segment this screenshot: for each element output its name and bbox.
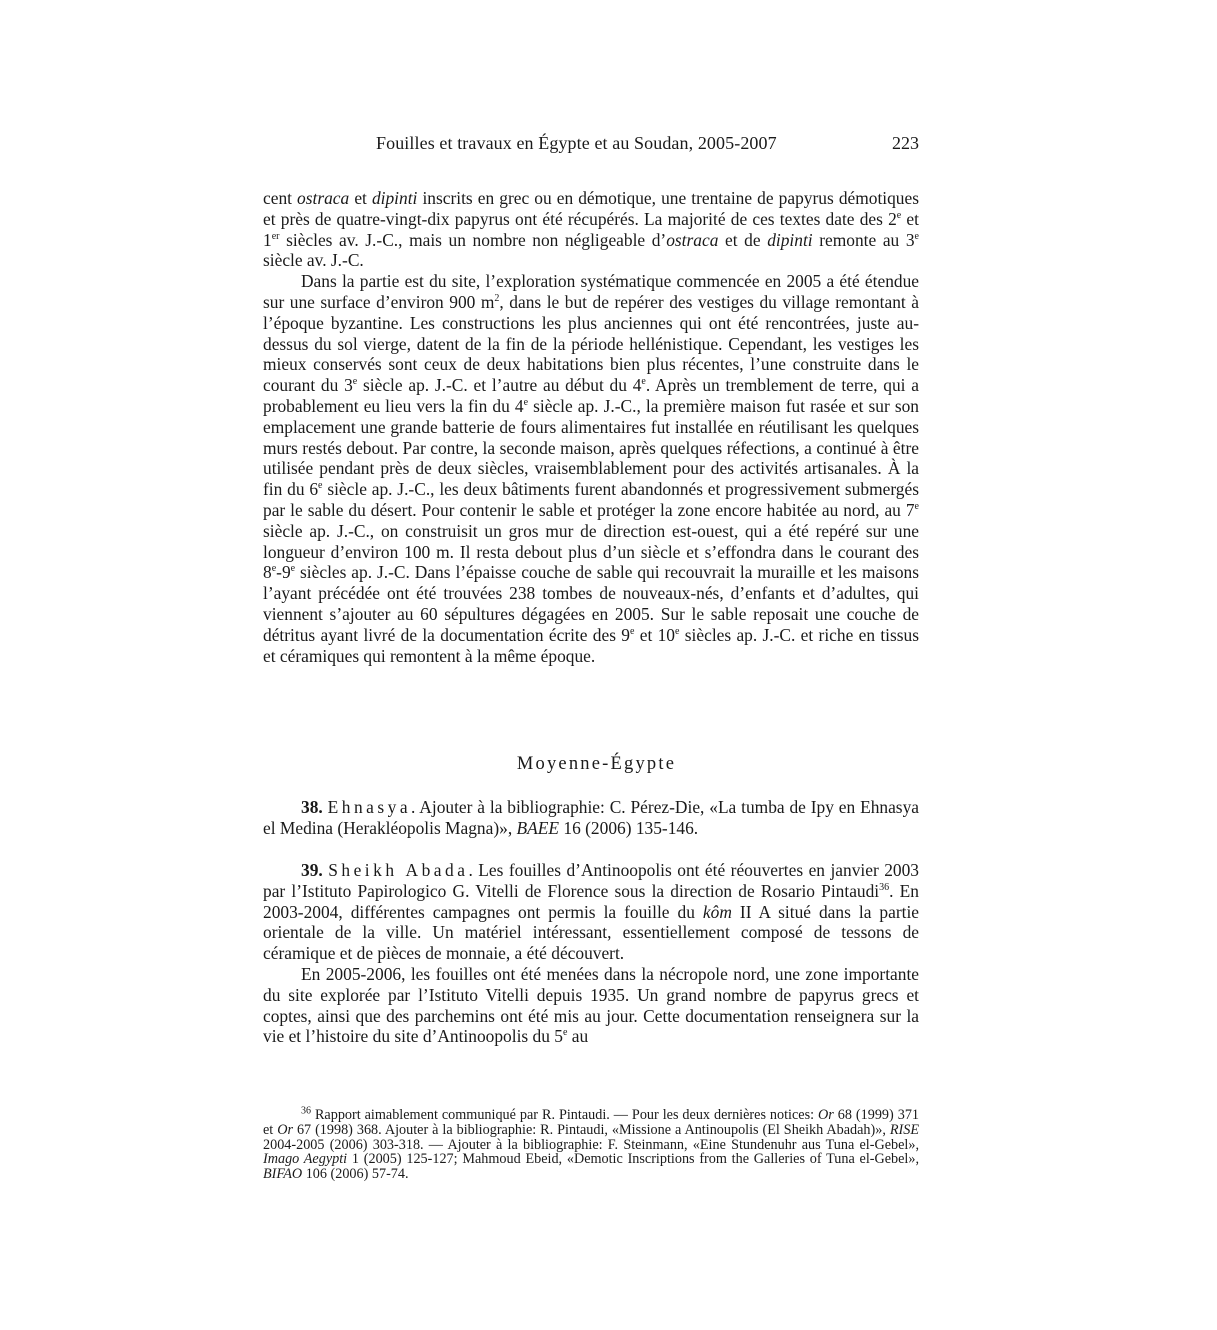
entry-39-paragraph: 39. Sheikh Abada. Les fouilles d’Antinoopolis ont été réouvertes en janvier 2003 par l’Istituto Papirologico G. Vitelli de Florence sous la direction de Rosario Pintaudi$^{36}$. En 2003-2004, différentes campagnes ont permis la fouille du kôm II A situé dans la partie orientale de la ville. Un matériel intéressant, essentiellement composé de tessons de céramique et de pièces de monnaie, a été découvert. [263, 860, 920, 964]
entry-38 [263, 797, 919, 839]
section-heading: Moyenne-Égypte [516, 754, 677, 774]
entry-39 [263, 860, 919, 1047]
footnote-paragraph: $^{36}$ Rapport aimablement communiqué par R. Pintaudi. — Pour les deux dernières notices: Or 68 (1999) 371 et Or 67 (1998) 368. Ajouter à la bibliographie: R. Pintaudi, «Missione a Antinoupolis (El Sheikh Abadah)», RISE 2004-2005 (2006) 303-318. — Ajouter à la bibliographie: F. Steinmann, «Eine Stundenuhr aus Tuna el-Gebel», Imago Aegypti 1 (2005) 125-127; Mahmoud Ebeid, «Demotic Inscriptions from the Galleries of Tuna el-Gebel», BIFAO 106 (2006) 57-74. [263, 1105, 920, 1183]
main-text-block [263, 188, 919, 666]
footnote-36 [263, 1105, 920, 1183]
running-title: Fouilles et travaux en Égypte et au Soudan, 2005-2007 [376, 133, 777, 153]
page-number: 223 [892, 133, 919, 153]
footnote-marker: 36 [879, 882, 890, 893]
entry-place: Ehnasya [327, 797, 412, 817]
footnote-number: 36 [301, 1105, 311, 1117]
entry-38-paragraph: 38. Ehnasya. Ajouter à la bibliographie: C. Pérez-Die, «La tumba de Ipy en Ehnasya el Medina (Herakléopolis Magna)», BAEE 16 (2006) 135-146. [263, 797, 919, 838]
paragraph-ostraca: cent ostraca et dipinti inscrits en grec ou en démotique, une trentaine de papyrus démotiques et près de quatre-vingt-dix papyrus ont été récupérés. La majorité de ces textes date des 2e et 1er siècles av. J.-C., mais un nombre non négligeable d’ostraca et de dipinti remonte au 3e siècle av. J.-C. [263, 188, 919, 271]
entry-number: 39. [301, 860, 323, 880]
paragraph-east-site: Dans la partie est du site, l’exploration systématique commencée en 2005 a été étendue sur une surface d’environ 900 $m^2$, dans le but de repérer des vestiges du village remontant à l’époque byzantine. Les constructions les plus anciennes qui ont été rencontrées, juste au-dessus du sol vierge, datent de la fin de la période hellénistique. Cependant, les vestiges les mieux conservés sont ceux de deux habitations bien plus récentes, l’une construite dans le courant du 3e siècle ap. J.-C. et l’autre au début du 4e. Après un tremblement de terre, qui a probablement eu lieu vers la fin du 4e siècle ap. J.-C., la première maison fut rasée et sur son emplacement une grande batterie de fours alimentaires fut installée en réutilisant les quelques murs restés debout. Par contre, la seconde maison, après quelques réfections, a continué à être utilisée pendant près de deux siècles, vraisemblablement pour des activités artisanales. À la fin du 6e siècle ap. J.-C., les deux bâtiments furent abandonnés et progressivement submergés par le sable du désert. Pour contenir le sable et protéger la zone encore habitée au nord, au 7e siècle ap. J.-C., on construisit un gros mur de direction est-ouest, qui a été repéré sur une longueur d’environ 100 m. Il resta debout plus d’un siècle et s’effondra dans le courant des 8e-9e siècles ap. J.-C. Dans l’épaisse couche de sable qui recouvrait la muraille et les maisons l’ayant précédée ont été trouvées 238 tombes de nouveaux-nés, d’enfants et d’adultes, qui viennent s’ajouter au 60 sépultures dégagées en 2005. Sur le sable reposait une couche de détritus ayant livré de la documentation écrite des 9e et 10e siècles ap. J.-C. et riche en tissus et céramiques qui remontent à la même époque. [263, 271, 920, 666]
running-header [0, 133, 1217, 157]
paragraph-necropolis: En 2005-2006, les fouilles ont été menées dans la nécropole nord, une zone importante du site explorée par l’Istituto Vitelli depuis 1935. Un grand nombre de papyrus grecs et coptes, ainsi que des parchemins ont été mis au jour. Cette documentation renseignera sur la vie et l’histoire du site d’Antinoopolis du 5e au [263, 963, 919, 1047]
entry-place: Sheikh Abada [328, 860, 469, 880]
entry-number: 38. [301, 797, 323, 817]
